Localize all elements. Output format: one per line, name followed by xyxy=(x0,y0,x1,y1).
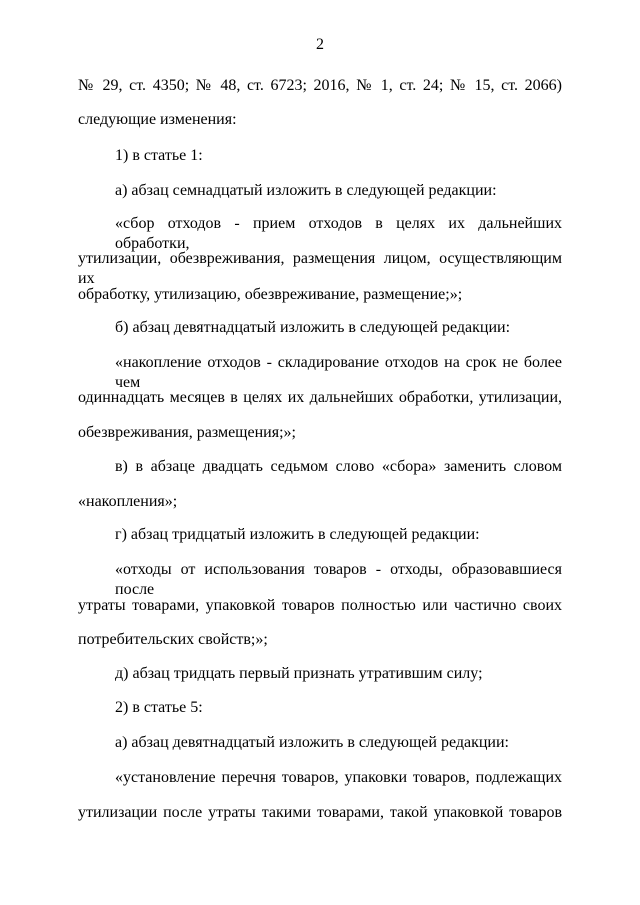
text-line: «установление перечня товаров, упаковки товаров, подлежащих xyxy=(115,769,562,786)
text-line: «накопление отходов - складирование отходов на срок не более чем xyxy=(115,354,562,391)
text-line: обработку, утилизацию, обезвреживание, размещение;»; xyxy=(78,286,463,303)
text-line: а) абзац семнадцатый изложить в следующей редакции: xyxy=(115,182,497,199)
text-line: 1) в статье 1: xyxy=(115,147,203,164)
page-number: 2 xyxy=(316,36,324,53)
text-line: б) абзац девятнадцатый изложить в следующей редакции: xyxy=(115,319,511,336)
text-line: обезвреживания, размещения;»; xyxy=(78,424,296,441)
text-line: № 29, ст. 4350; № 48, ст. 6723; 2016, № 1, ст. 24; № 15, ст. 2066) xyxy=(78,77,562,94)
text-line: а) абзац девятнадцатый изложить в следующей редакции: xyxy=(115,734,509,751)
text-line: утилизации, обезвреживания, размещения лицом, осуществляющим их xyxy=(78,250,562,287)
text-line: потребительских свойств;»; xyxy=(78,631,268,648)
text-line: «сбор отходов - прием отходов в целях их дальнейших обработки, xyxy=(115,215,562,252)
text-line: 2) в статье 5: xyxy=(115,699,203,716)
text-line: в) в абзаце двадцать седьмом слово «сбора» заменить словом xyxy=(115,458,562,475)
text-line: утраты товарами, упаковкой товаров полностью или частично своих xyxy=(78,597,562,614)
text-line: д) абзац тридцать первый признать утратившим силу; xyxy=(115,665,483,682)
text-line: утилизации после утраты такими товарами, такой упаковкой товаров xyxy=(78,804,562,821)
text-line: «отходы от использования товаров - отходы, образовавшиеся после xyxy=(115,561,562,598)
text-line: одиннадцать месяцев в целях их дальнейших обработки, утилизации, xyxy=(78,389,562,406)
text-line: «накопления»; xyxy=(78,493,178,510)
text-line: следующие изменения: xyxy=(78,111,237,128)
text-line: г) абзац тридцатый изложить в следующей редакции: xyxy=(115,526,480,543)
